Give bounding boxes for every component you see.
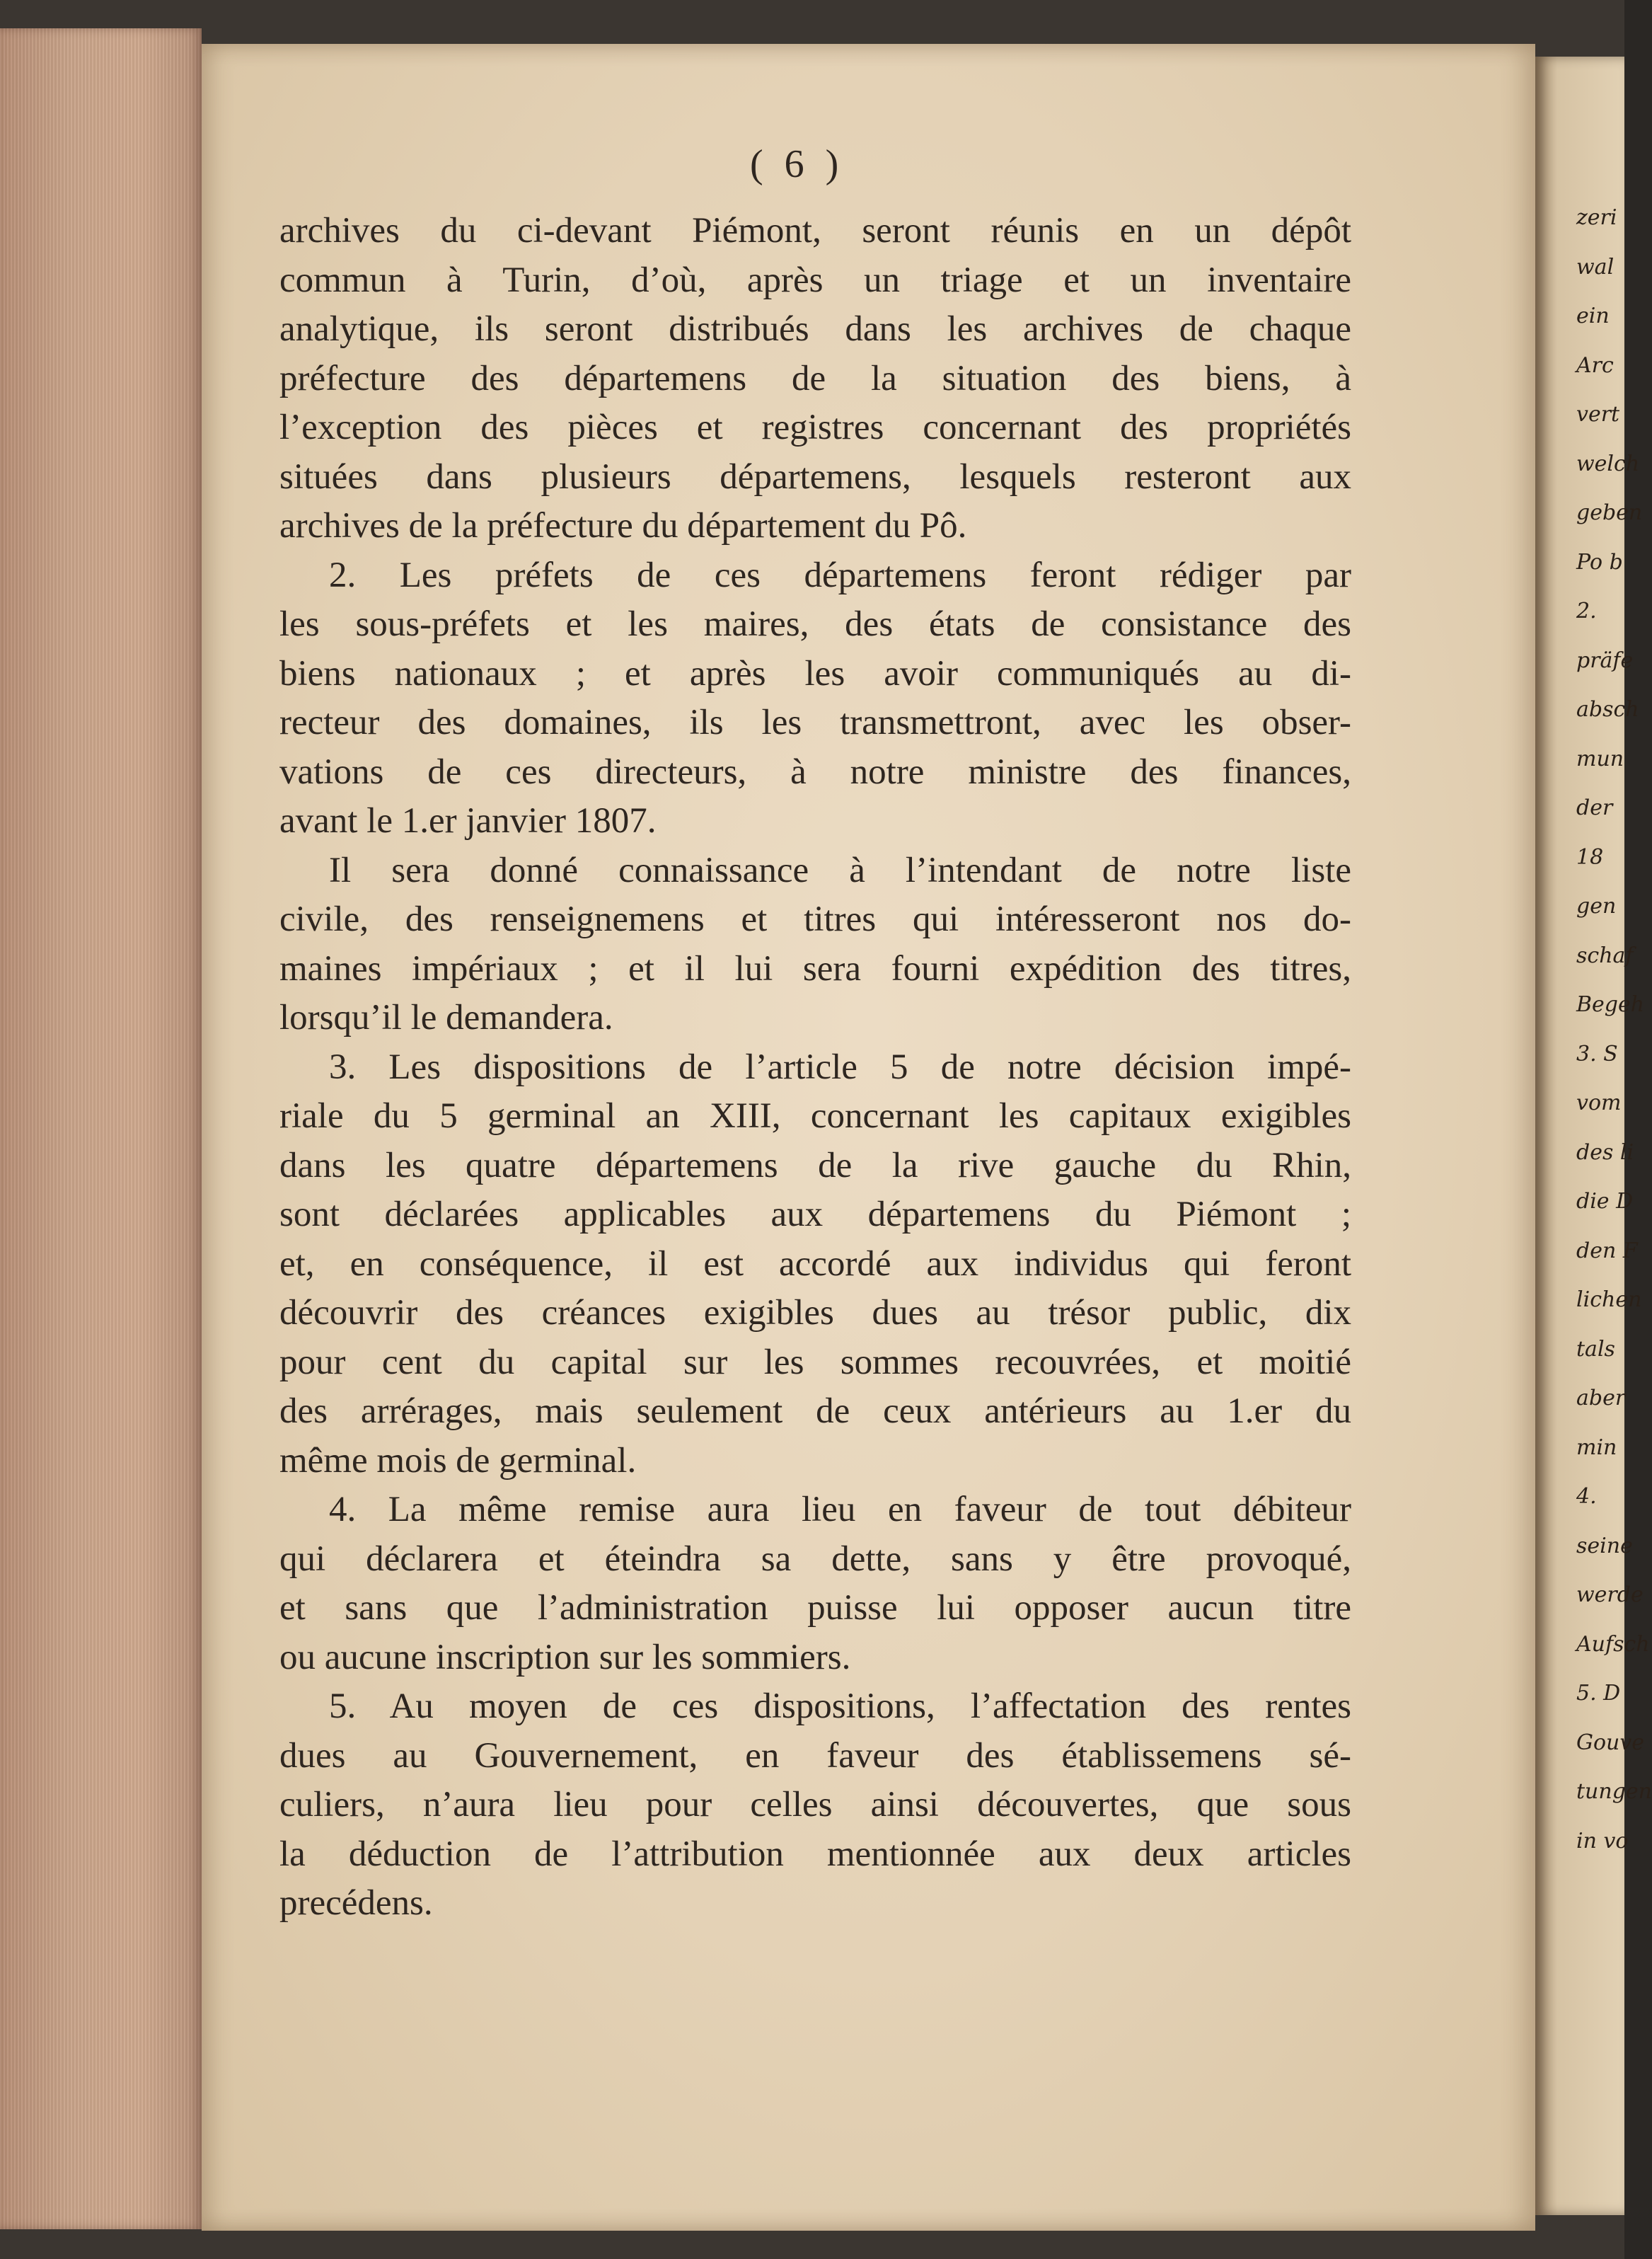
adjacent-page-fragment: präfe [1576, 648, 1634, 673]
adjacent-page-fragment: geben [1576, 500, 1643, 525]
text-line [279, 1732, 1351, 1781]
text-line [279, 1535, 1351, 1585]
text-line [279, 1190, 1351, 1240]
adjacent-page-fragment: Arc [1576, 352, 1614, 378]
adjacent-page-fragment: des li [1576, 1139, 1634, 1165]
adjacent-page-fragment: Gouve [1576, 1730, 1645, 1755]
text-line [279, 1485, 1351, 1535]
adjacent-page-fragment: den F [1576, 1238, 1638, 1263]
text-line-content: 4. La même remise aura lieu en faveur de tout débiteur [329, 1490, 1351, 1529]
adjacent-page-fragment: 5. D [1576, 1681, 1621, 1706]
text-line-content: civile, des renseignemens et titres qui intéresseront nos do- [279, 899, 1351, 939]
text-line-content: archives de la préfecture du département du Pô. [279, 506, 967, 546]
adjacent-page-fragment: vom [1576, 1091, 1622, 1115]
adjacent-page-edge [1535, 57, 1652, 2215]
text-line [279, 1584, 1351, 1633]
left-page-edges [0, 28, 202, 2229]
adjacent-page-fragment: absch [1576, 697, 1639, 722]
text-line [279, 305, 1351, 355]
adjacent-page-fragment: zeri [1576, 205, 1617, 230]
text-line [279, 256, 1351, 306]
text-line-content: des arrérages, mais seulement de ceux antérieurs au 1.er du [279, 1391, 1351, 1431]
text-line-content: analytique, ils seront distribués dans les archives de chaque [279, 309, 1351, 349]
text-line [279, 1633, 1351, 1683]
text-line [279, 551, 1351, 601]
text-line-content: et, en conséquence, il est accordé aux individus qui feront [279, 1243, 1351, 1284]
text-line-content: découvrir des créances exigibles dues au trésor public, dix [279, 1293, 1351, 1333]
adjacent-page-fragment: ein [1576, 304, 1610, 328]
text-line [279, 650, 1351, 699]
adjacent-page-fragment: seine [1576, 1533, 1633, 1558]
adjacent-page-fragment: in vo [1576, 1828, 1629, 1853]
text-line-content: l’exception des pièces et registres concernant des propriétés [279, 408, 1351, 447]
text-line-content: 5. Au moyen de ces dispositions, l’affectation des rentes [329, 1686, 1351, 1726]
text-line [279, 502, 1351, 551]
text-line-content: situées dans plusieurs départemens, lesquels resteront aux [279, 456, 1351, 497]
text-line-content: 3. Les dispositions de l’article 5 de notre décision impé- [329, 1047, 1351, 1087]
text-line [279, 1338, 1351, 1388]
text-line-content: commun à Turin, d’où, après un triage et un inventaire [279, 260, 1351, 300]
text-line-content: même mois de germinal. [279, 1440, 637, 1481]
text-line [279, 1879, 1351, 1929]
text-line-content: 2. Les préfets de ces départemens feront rédiger par [329, 555, 1351, 595]
adjacent-page-fragment: welch [1576, 451, 1640, 476]
adjacent-page-fragment: wal [1576, 254, 1615, 280]
adjacent-page-fragment: 3. S [1576, 1041, 1618, 1067]
text-line [279, 1142, 1351, 1191]
text-line-content: ou aucune inscription sur les sommiers. [279, 1637, 851, 1677]
adjacent-page-fragment: werde [1576, 1582, 1644, 1607]
text-line-content: dues au Gouvernement, en faveur des établissemens sé- [279, 1735, 1351, 1776]
adjacent-page-fragment: min [1576, 1435, 1617, 1460]
text-line [279, 600, 1351, 650]
adjacent-page-fragment: schaf [1576, 943, 1634, 968]
text-line-content: precédens. [279, 1883, 433, 1923]
adjacent-page-fragment: tungen [1576, 1779, 1652, 1804]
adjacent-page-fragment: 18 [1576, 844, 1604, 870]
text-line [279, 895, 1351, 945]
text-line [279, 846, 1351, 896]
text-line-content: préfecture des départemens de la situation des biens, à [279, 358, 1351, 398]
body-text [279, 207, 1351, 1929]
adjacent-page-fragment: 4. [1576, 1484, 1597, 1509]
text-line-content: la déduction de l’attribution mentionnée aux deux articles [279, 1834, 1351, 1874]
adjacent-page-fragment: vert [1576, 402, 1620, 427]
text-line-content: pour cent du capital sur les sommes recouvrées, et moitié [279, 1342, 1351, 1382]
text-line [279, 1781, 1351, 1830]
text-line-content: qui déclarera et éteindra sa dette, sans y être provoqué, [279, 1539, 1351, 1579]
text-line [279, 994, 1351, 1043]
text-line [279, 748, 1351, 798]
text-line [279, 1682, 1351, 1732]
adjacent-page-fragment: die D [1576, 1189, 1634, 1214]
adjacent-page-fragment: lichen [1576, 1287, 1642, 1312]
text-line-content: culiers, n’aura lieu pour celles ainsi découvertes, que sous [279, 1785, 1351, 1824]
adjacent-page-fragment: Begeh [1576, 992, 1645, 1017]
text-line [279, 699, 1351, 748]
adjacent-page-fragment: mun [1576, 746, 1624, 771]
text-line-content: les sous-préfets et les maires, des états de consistance des [279, 604, 1351, 644]
text-line [279, 403, 1351, 453]
adjacent-page-fragment: Po b [1576, 549, 1623, 575]
text-line-content: sont déclarées applicables aux départemens du Piémont ; [279, 1195, 1351, 1234]
text-line-content: avant le 1.er janvier 1807. [279, 801, 657, 841]
text-line-content: recteur des domaines, ils les transmettront, avec les obser- [279, 703, 1351, 742]
text-line-content: dans les quatre départemens de la rive gauche du Rhin, [279, 1145, 1351, 1185]
text-line-content: et sans que l’administration puisse lui opposer aucun titre [279, 1588, 1351, 1628]
text-line [279, 355, 1351, 404]
adjacent-page-fragment: 2. [1576, 599, 1597, 623]
text-line-content: lorsqu’il le demandera. [279, 998, 613, 1037]
adjacent-page-fragment: der [1576, 795, 1613, 820]
text-line [279, 207, 1351, 256]
text-line-content: riale du 5 germinal an XIII, concernant les capitaux exigibles [279, 1096, 1351, 1136]
text-line [279, 1043, 1351, 1093]
text-line [279, 1437, 1351, 1486]
text-line [279, 453, 1351, 502]
text-line [279, 1830, 1351, 1880]
text-line-content: maines impériaux ; et il lui sera fourni expédition des titres, [279, 948, 1351, 989]
adjacent-page-fragment: tals [1576, 1336, 1615, 1362]
adjacent-page-fragment: Aufsch [1576, 1631, 1650, 1657]
text-line-content: archives du ci-devant Piémont, seront réunis en un dépôt [279, 211, 1351, 251]
text-line [279, 1092, 1351, 1142]
text-line-content: biens nationaux ; et après les avoir communiqués au di- [279, 653, 1351, 694]
page-number: ( 6 ) [750, 142, 845, 186]
text-line [279, 1240, 1351, 1289]
text-line-content: Il sera donné connaissance à l’intendant de notre liste [329, 850, 1351, 890]
adjacent-page-fragment: gen [1576, 894, 1617, 919]
text-line [279, 1387, 1351, 1437]
text-line-content: vations de ces directeurs, à notre ministre des finances, [279, 752, 1351, 792]
text-line [279, 797, 1351, 846]
adjacent-page-fragment: aber [1576, 1386, 1626, 1410]
text-line [279, 945, 1351, 994]
text-line [279, 1289, 1351, 1338]
